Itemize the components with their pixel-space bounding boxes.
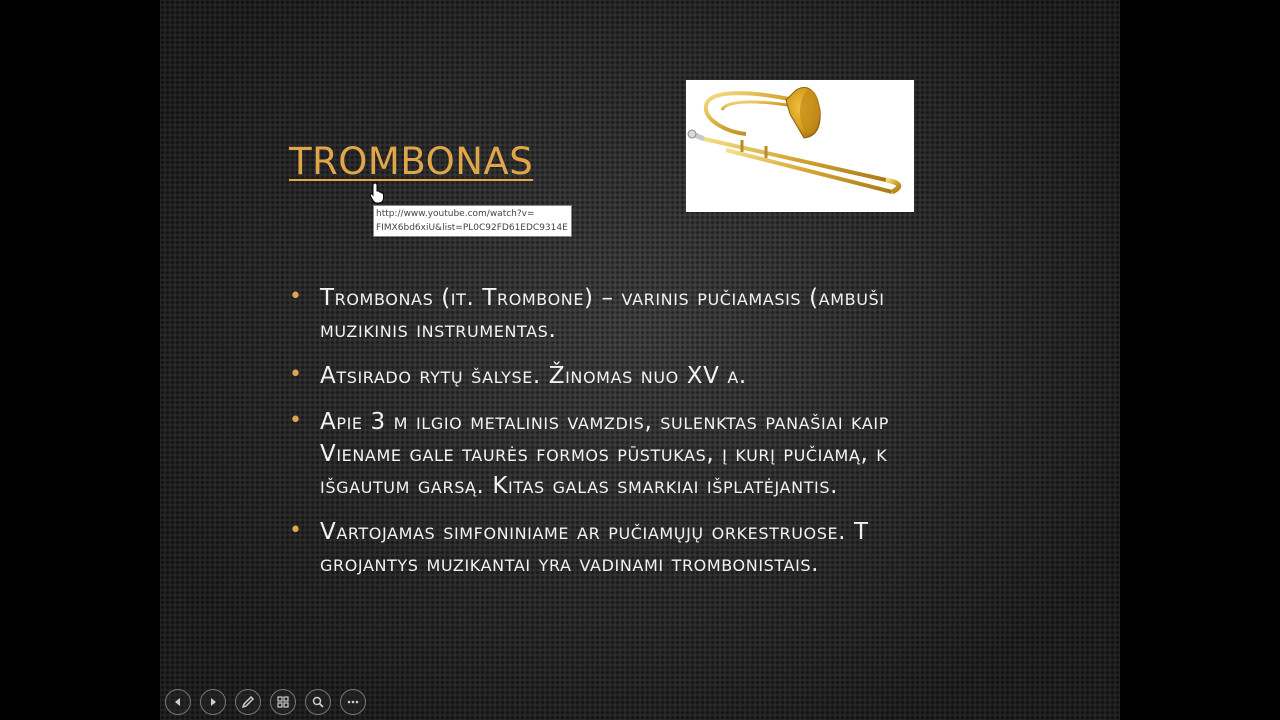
- hyperlink-tooltip: [373, 205, 572, 237]
- hand-pointer-cursor-icon: [369, 182, 385, 204]
- zoom-button[interactable]: [305, 689, 331, 715]
- slide-title-hyperlink[interactable]: TROMBONAS: [289, 140, 534, 183]
- trombone-picture: [686, 80, 914, 212]
- tooltip-url-line-2: FIMX6bd6xiU&list=PL0C92FD61EDC9314E: [376, 223, 568, 233]
- previous-slide-button[interactable]: [165, 689, 191, 715]
- next-icon: [207, 696, 219, 708]
- more-options-icon: [346, 695, 360, 709]
- see-all-slides-icon: [276, 695, 290, 709]
- bullet-list: [286, 282, 1120, 594]
- bullet-text: Vartojamas simfoniniame ar pučiamųjų orkestruose. T grojantys muzikantai yra vadinami trombonistais.: [320, 519, 869, 577]
- pen-tool-button[interactable]: [235, 689, 261, 715]
- bullet-dot-icon: •: [289, 518, 303, 543]
- letterbox-right: [1120, 0, 1280, 720]
- bullet-item: [286, 406, 1120, 502]
- bullet-text: Trombonas (it. Trombone) – varinis pučiamasis (ambuši muzikinis instrumentas.: [320, 285, 885, 343]
- bullet-item: [286, 516, 1120, 580]
- next-slide-button[interactable]: [200, 689, 226, 715]
- zoom-icon: [311, 695, 325, 709]
- trombone-icon: [686, 80, 914, 212]
- bullet-text: Apie 3 m ilgio metalinis vamzdis, sulenktas panašiai kaip Viename gale taurės formos pūstukas, į kurį pučiamą, k išgautum garsą. Kitas galas smarkiai išplatėjantis.: [320, 409, 889, 499]
- bullet-item: [286, 282, 1120, 346]
- bullet-dot-icon: •: [289, 362, 303, 387]
- letterbox-left: [0, 0, 160, 720]
- bullet-text: Atsirado rytų šalyse. Žinomas nuo XV a.: [320, 363, 747, 389]
- presentation-slide: [160, 0, 1120, 720]
- more-options-button[interactable]: [340, 689, 366, 715]
- see-all-slides-button[interactable]: [270, 689, 296, 715]
- bullet-dot-icon: •: [289, 408, 303, 433]
- pen-icon: [241, 695, 255, 709]
- tooltip-url-line-1: http://www.youtube.com/watch?v=: [376, 209, 535, 219]
- bullet-item: [286, 360, 1120, 392]
- bullet-dot-icon: •: [289, 284, 303, 309]
- slideshow-control-bar: [165, 689, 366, 715]
- previous-icon: [172, 696, 184, 708]
